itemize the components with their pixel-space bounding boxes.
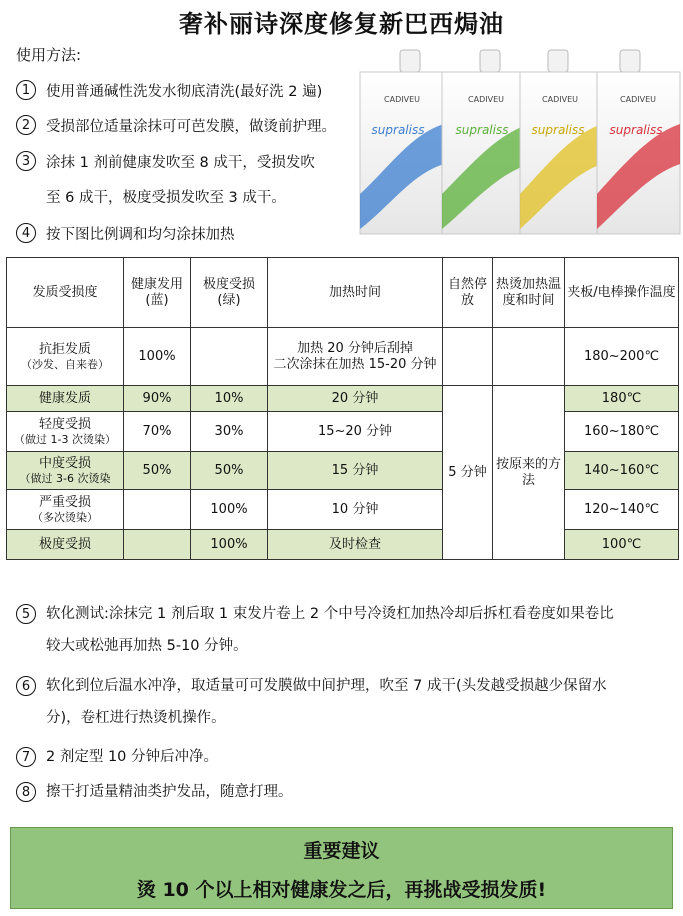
banner-body: 烫 10 个以上相对健康发之后，再挑战受损发质! xyxy=(136,879,547,901)
table-cell xyxy=(7,328,124,386)
table-row xyxy=(7,386,679,412)
step-8 xyxy=(16,776,676,808)
step-text: 涂抹 1 剂前健康发吹至 8 成干，受损发吹 xyxy=(46,155,315,171)
product-pouch-red xyxy=(597,50,680,234)
rest-time-cell: 5 分钟 xyxy=(443,386,493,560)
table-header: 发质受损度 xyxy=(7,258,124,328)
product-name: supraliss xyxy=(609,123,663,137)
important-advice-banner xyxy=(10,827,673,909)
table-cell: 20 分钟 xyxy=(268,386,443,412)
step-number: 5 xyxy=(16,604,36,624)
table-cell: 30% xyxy=(191,412,268,452)
table-cell: 100% xyxy=(191,490,268,530)
table-cell xyxy=(493,328,565,386)
table-cell: 70% xyxy=(124,412,191,452)
product-pouch-green xyxy=(442,50,530,234)
table-cell xyxy=(124,530,191,560)
brand-label: CADIVEU xyxy=(542,95,578,104)
table-cell: 50% xyxy=(124,452,191,490)
hair-type: 中度受损 xyxy=(38,456,91,472)
step-5 xyxy=(16,598,676,662)
product-pouch-blue xyxy=(360,50,444,234)
table-cell: 100℃ xyxy=(565,530,679,560)
table-header: 加热时间 xyxy=(268,258,443,328)
product-pouch-yellow xyxy=(520,50,602,234)
table-cell: 180~200℃ xyxy=(565,328,679,386)
product-name: supraliss xyxy=(455,123,509,137)
hair-type-note: （做过 3-6 次烫染 xyxy=(19,471,111,485)
table-header: 极度受损(绿) xyxy=(191,258,268,328)
step-number: 3 xyxy=(16,151,36,171)
step-number: 7 xyxy=(16,747,36,767)
table-cell: 极度受损 xyxy=(7,530,124,560)
table-cell: 及时检查 xyxy=(268,530,443,560)
step-2 xyxy=(16,115,336,136)
table-row xyxy=(7,530,679,560)
step-number: 2 xyxy=(16,115,36,135)
brand-label: CADIVEU xyxy=(620,95,656,104)
table-cell xyxy=(191,328,268,386)
banner-heading: 重要建议 xyxy=(303,840,380,862)
step-4 xyxy=(16,223,235,244)
table-cell: 10 分钟 xyxy=(268,490,443,530)
table-header: 自然停放 xyxy=(443,258,493,328)
hair-type-note: （多次烫染） xyxy=(32,510,98,524)
table-cell: 50% xyxy=(191,452,268,490)
step-text: 2 剂定型 10 分钟后冲净。 xyxy=(46,749,219,765)
perm-method-cell: 按原来的方法 xyxy=(493,386,565,560)
usage-label: 使用方法: xyxy=(16,46,82,64)
step-text: 软化测试:涂抹完 1 剂后取 1 束发片卷上 2 个中号冷烫杠加热冷却后拆杠看卷度如果卷比 xyxy=(46,606,614,622)
step-7 xyxy=(16,741,676,773)
step-text: 按下图比例调和均匀涂抹加热 xyxy=(46,227,235,243)
heat-time: 加热 20 分钟后刮掉 xyxy=(297,340,413,356)
table-cell: 健康发质 xyxy=(7,386,124,412)
step-3 xyxy=(16,151,315,172)
brand-label: CADIVEU xyxy=(468,95,504,104)
step-1 xyxy=(16,80,322,101)
step-3-continued: 至 6 成干，极度受损发吹至 3 成干。 xyxy=(46,190,286,206)
table-cell xyxy=(7,490,124,530)
step-number: 8 xyxy=(16,782,36,802)
table-header: 健康发用(蓝) xyxy=(124,258,191,328)
table-cell: 160~180℃ xyxy=(565,412,679,452)
step-text-continued: 分)，卷杠进行热烫机操作。 xyxy=(46,710,226,726)
brand-label: CADIVEU xyxy=(384,95,420,104)
step-text: 使用普通碱性洗发水彻底清洗(最好洗 2 遍) xyxy=(46,84,323,100)
step-text-continued: 较大或松弛再加热 5-10 分钟。 xyxy=(46,638,248,654)
table-row xyxy=(7,490,679,530)
step-6 xyxy=(16,670,676,734)
step-number: 1 xyxy=(16,80,36,100)
hair-type: 严重受损 xyxy=(38,495,91,511)
table-header: 夹板/电棒操作温度 xyxy=(565,258,679,328)
page-title: 奢补丽诗深度修复新巴西焗油 xyxy=(179,10,504,38)
heat-time-2: 二次涂抹在加热 15-20 分钟 xyxy=(273,356,437,372)
table-cell: 140~160℃ xyxy=(565,452,679,490)
hair-type: 轻度受损 xyxy=(38,417,91,433)
table-cell xyxy=(7,412,124,452)
table-header: 热烫加热温度和时间 xyxy=(493,258,565,328)
table-cell: 100% xyxy=(124,328,191,386)
table-row xyxy=(7,452,679,490)
product-image xyxy=(352,44,682,244)
table-cell: 120~140℃ xyxy=(565,490,679,530)
table-cell: 180℃ xyxy=(565,386,679,412)
step-text: 软化到位后温水冲净，取适量可可发膜做中间护理，吹至 7 成干(头发越受损越少保留水 xyxy=(46,678,607,694)
table-cell: 15 分钟 xyxy=(268,452,443,490)
table-row xyxy=(7,412,679,452)
product-name: supraliss xyxy=(371,123,425,137)
damage-ratio-table xyxy=(6,257,679,560)
table-cell: 10% xyxy=(191,386,268,412)
table-header-row xyxy=(7,258,679,328)
product-name: supraliss xyxy=(531,123,585,137)
table-cell xyxy=(268,328,443,386)
hair-type: 抗拒发质 xyxy=(38,342,91,358)
step-text: 擦干打适量精油类护发品，随意打理。 xyxy=(46,784,293,800)
table-row xyxy=(7,328,679,386)
hair-type-note: （做过 1-3 次烫染） xyxy=(14,432,116,446)
step-number: 6 xyxy=(16,676,36,696)
hair-type-note: （沙发、自来卷） xyxy=(21,357,109,371)
table-cell xyxy=(7,452,124,490)
table-cell: 90% xyxy=(124,386,191,412)
table-cell: 100% xyxy=(191,530,268,560)
table-cell xyxy=(443,328,493,386)
step-number: 4 xyxy=(16,223,36,243)
step-text: 受损部位适量涂抹可可芭发膜，做烫前护理。 xyxy=(46,119,336,135)
table-cell: 15~20 分钟 xyxy=(268,412,443,452)
table-cell xyxy=(124,490,191,530)
